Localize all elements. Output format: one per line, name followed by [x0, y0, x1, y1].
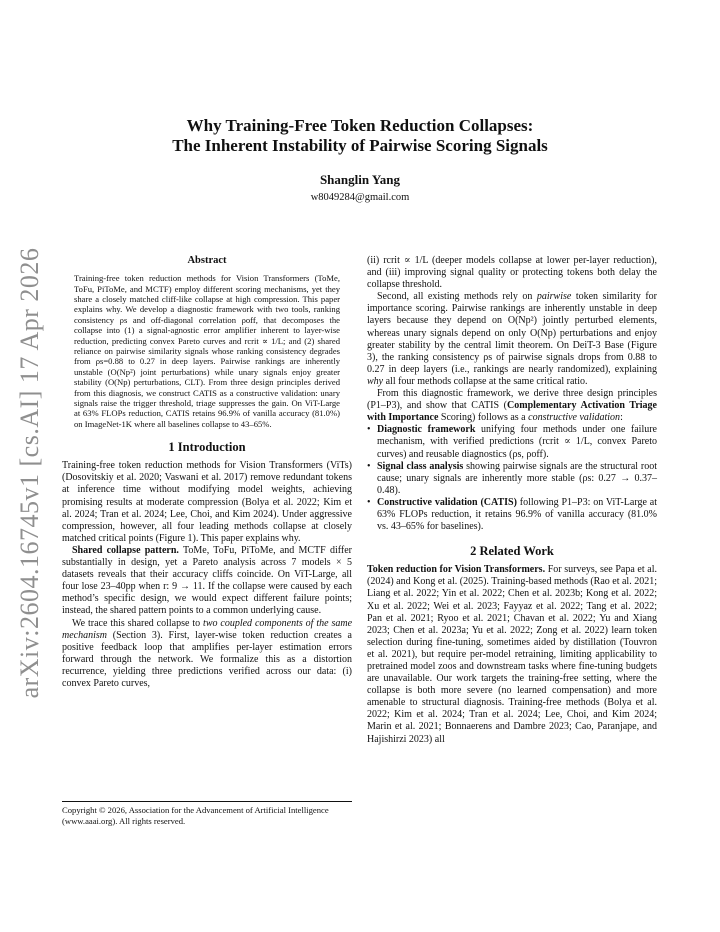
contribution-text: showing pairwise signals are the structural root cause; unary signals are inherently more stable (ρs: 0.27 → 0.37–0.48).: [377, 460, 657, 496]
catis-a-bold: Activation: [580, 400, 630, 412]
right-p3-emphasis: constructive validation: [528, 412, 621, 424]
right-paragraph-2: [367, 291, 657, 388]
author-email: w8049284@gmail.com: [310, 192, 410, 203]
copyright-footnote: Copyright © 2026, Association for the Advancement of Artificial Intelligence (www.aaai.org). All rights reserved.: [62, 801, 352, 826]
right-paragraph-3: [367, 388, 657, 424]
arxiv-identifier: arXiv:2604.16745v1 [cs.AI] 17 Apr 2026: [15, 247, 44, 699]
abstract-heading: Abstract: [187, 255, 227, 266]
catis-t-bold: Triage with: [367, 400, 657, 424]
intro-p3-part-b: (Section 3). First, layer-wise token reduction creates a positive feedback loop that amplifies per-layer estimation errors forward through the network. We formalize this as a distortion recurrence, yielding three predictions verified across our data: (i) convex Pareto curves,: [62, 629, 352, 689]
catis-c-bold: Complementary: [507, 400, 581, 412]
intro-p3-part-a: We trace this shared collapse to: [72, 617, 204, 629]
contribution-lead: Constructive validation (CATIS): [377, 496, 517, 508]
arxiv-stamp: [10, 247, 50, 699]
left-column: [62, 255, 352, 690]
right-p2-part-c: all four methods collapse at the same critical ratio.: [383, 375, 588, 387]
intro-paragraph-1: Training-free token reduction methods for Vision Transformers (ViTs) (Dosovitskiy et al. 2020; Vaswani et al. 2017) remove redundant tokens at inference time without modifying model weights, achieving promising results at moderate compression (Bolya et al. 2022; Kim et al. 2024; Tran et al. 2024; Lee, Choi, and Kim 2024). Under aggressive compression, however, all four leading methods collapse at closely matched critical points (Figure 1). This paper explains why.: [62, 460, 352, 544]
intro-paragraph-2: [62, 545, 352, 618]
right-p3-part-a: From this diagnostic framework, we derive three design principles (P1–P3), and show that CATIS (: [367, 388, 657, 412]
contribution-text: following P1–P3: on ViT-Large at 63% FLOPs reduction, it retains 96.9% of vanilla accuracy (81.0% vs. 43–65% for baselines).: [377, 496, 657, 533]
related-work-heading: 2 Related Work: [470, 544, 554, 559]
right-p2-part-a: Second, all existing methods rely on: [377, 291, 537, 303]
contribution-lead: Signal class analysis: [377, 460, 464, 472]
right-paragraph-1: (ii) rcrit ∝ 1/L (deeper models collapse at lower per-layer reduction), and (iii) improving signal quality or protecting tokens both delay the collapse threshold.: [367, 255, 657, 291]
related-work-paragraph: [367, 564, 657, 745]
intro-p3-emphasis: two coupled components of the same mechanism: [62, 617, 353, 641]
contribution-list: [367, 424, 657, 533]
contribution-lead: Diagnostic framework: [377, 424, 476, 436]
right-column: [367, 255, 657, 746]
contribution-item: [367, 424, 657, 460]
catis-i-bold: Importance: [388, 412, 441, 424]
related-work-text: For surveys, see Papa et al. (2024) and Kong et al. (2025). Training-based methods (Rao et al. 2021; Liang et al. 2022; Yin et al. 2022; Chen et al. 2023b; Kong et al. 2022; Xu et al. 2022; Wei et al. 2023; Fayyaz et al. 2022; Tang et al. 2022; Pan et al. 2021; Ryoo et al. 2021; Chavan et al. 2022; Yu and Xiang 2023; Chen et al. 2023a; Yu et al. 2022; Zong et al. 2022) learn token selection during fine-tuning, sometimes aided by distillation (Touvron et al. 2021), but require per-model retraining, limiting applicability to pretrained model zoos and downstream tasks where fine-tuning budgets are unavailable. Our work targets the training-free setting, where the collapse is both more severe (no learned compensation) and more amenable to structural diagnosis. Training-free methods (Bolya et al. 2022; Kim et al. 2024; Tran et al. 2024; Lee, Choi, and Kim 2024; Marin et al. 2021; Bonnaerens and Dambre 2023; Cao, Paranjape, and Hajishirzi 2023) all: [367, 564, 657, 745]
paper-title: [0, 116, 720, 156]
intro-paragraph-2-text: ToMe, ToFu, PiToMe, and MCTF differ substantially in design, yet a Pareto analysis across 7 models × 5 datasets reveals that their accuracy cliffs coincide. On ViT-Large, all four lose 23–40pp when r: 9 → 11. If the collapse were caused by each method’s specific design, we would expect different failure points; instead, the shared pattern points to a common underlying cause.: [62, 544, 352, 617]
intro-paragraph-3: [62, 618, 352, 691]
shared-collapse-lead: Shared collapse pattern.: [72, 544, 179, 556]
contribution-text: unifying four methods under one failure mechanism, with verified predictions (rcrit ∝ 1/L, convex Pareto curves) and reusable diagnostics (ρs, ρoff).: [377, 424, 657, 460]
related-work-lead: Token reduction for Vision Transformers.: [367, 564, 546, 576]
contribution-item: [367, 461, 657, 497]
abstract-text: Training-free token reduction methods for Vision Transformers (ToMe, ToFu, PiToMe, and MCTF) employ different scoring mechanisms, yet they share a closely matched cliff-like collapse at high compression. This paper explains why. We develop a diagnostic framework with two tools, ranking consistency ρs and off-diagonal correlation ρoff, that decomposes the collapse into (1) a signal-agnostic error amplifier inherent to layer-wise reduction, predicting convex Pareto curves and rcrit ∝ 1/L; and (2) shared reliance on pairwise similarity signals whose ranking consistency degrades from ρs=0.88 to 0.27 in deep layers. Pairwise rankings are inherently unstable (O(Np²) joint perturbations) while unary signals enjoy greater stability (O(Np) perturbations, CLT). From three design principles derived from this diagnosis, we construct CATIS as a constructive validation: unary signals raise the trigger threshold, triage suppresses the gain. On ViT-Large at 63% FLOPs reduction, CATIS retains 96.9% of vanilla accuracy (81.0%) on ImageNet-1K where all baselines collapse to 43–65%.: [74, 273, 340, 429]
contribution-item: [367, 497, 657, 533]
right-p2-emphasis-2: why: [367, 375, 384, 387]
title-line-2: The Inherent Instability of Pairwise Scoring Signals: [172, 136, 548, 155]
right-p3-colon: :: [620, 412, 623, 424]
right-p3-part-f: Scoring) follows as a: [440, 412, 529, 424]
right-p2-part-b: token similarity for importance scoring. Pairwise rankings are inherently unstable in deep layers because they depend on O(Np²) jointly perturbed elements, whereas unary signals depend on only O(Np) perturbations and enjoy greater stability by the central limit theorem. On DeiT-3 Base (Figure 3), the ranking consistency ρs of pairwise signals drops from 0.88 to 0.27 in deep layers (i.e., rankings are nearly randomized), explaining: [367, 291, 657, 375]
right-p2-emphasis: pairwise: [536, 291, 572, 303]
author-name: Shanglin Yang: [319, 172, 401, 187]
introduction-heading: 1 Introduction: [168, 440, 246, 455]
title-line-1: Why Training-Free Token Reduction Collapses:: [186, 116, 534, 135]
